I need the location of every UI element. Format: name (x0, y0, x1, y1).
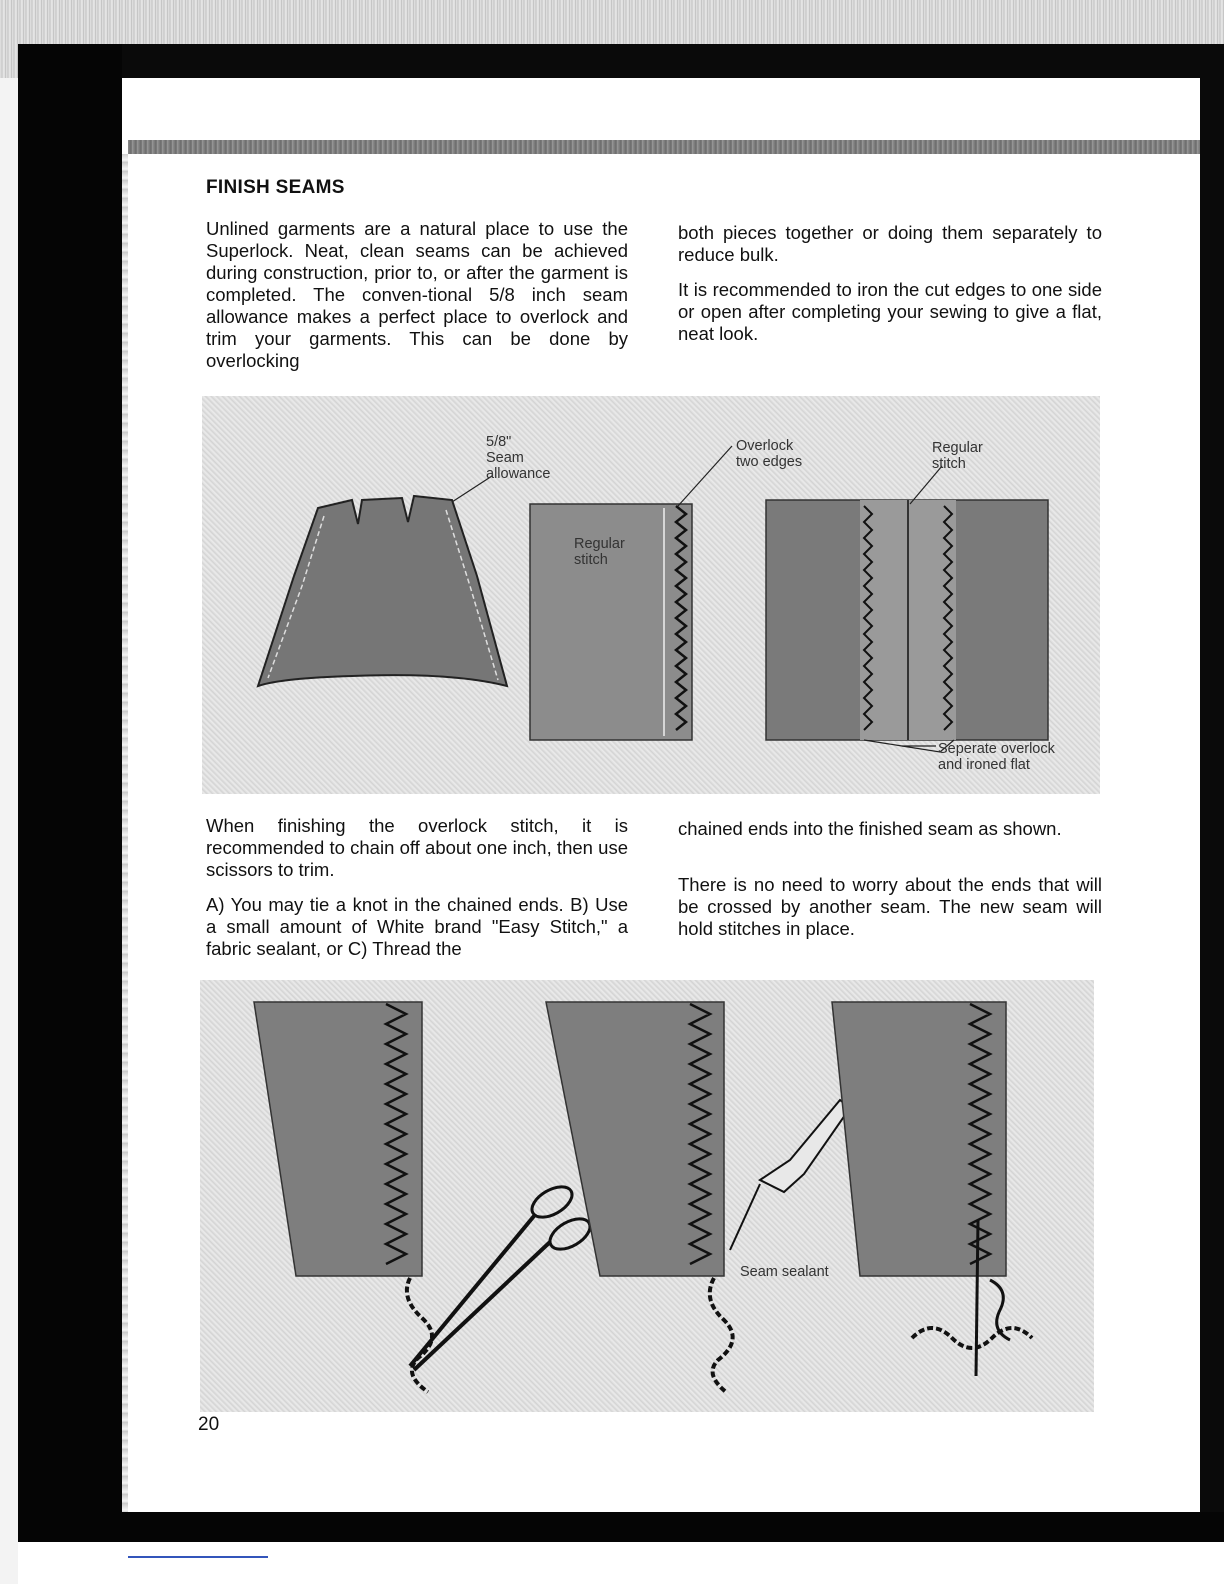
header-rule (128, 140, 1200, 154)
sealant-bottle-icon (730, 1100, 850, 1250)
label-regular-stitch-2: stitch (574, 552, 608, 568)
scan-left-shadow (18, 44, 122, 1540)
scan-left-margin (0, 0, 18, 1584)
label-overlock: Overlock (736, 438, 794, 454)
label-regular-b-1: Regular (932, 440, 983, 456)
middle-paragraph-right-1: chained ends into the finished seam as shown. (678, 818, 1062, 839)
label-seam-sealant: Seam sealant (740, 1264, 829, 1280)
finishing-ends-drawing (200, 980, 1094, 1412)
label-separate-overlock: Seperate overlock (938, 741, 1055, 757)
middle-paragraph-right-2: There is no need to worry about the ends that will be crossed by another seam. The new seam will hold stitches in place. (678, 874, 1102, 939)
scissors-icon (410, 1181, 595, 1370)
label-5-8: 5/8" (486, 434, 512, 450)
label-regular-stitch-1: Regular (574, 536, 625, 552)
chain-b (710, 1278, 733, 1392)
middle-paragraph-left-2: A) You may tie a knot in the chained ends. B) Use a small amount of White brand "Easy Stitch," a fabric sealant, or C) Thread the (206, 894, 628, 959)
scan-top-shadow (120, 44, 1224, 78)
label-regular-b-2: stitch (932, 456, 966, 472)
label-ironed-flat: and ironed flat (938, 757, 1030, 773)
page-edge (122, 154, 128, 1512)
skirt-panel (258, 496, 507, 686)
bottom-accent-line (128, 1556, 268, 1558)
page-number: 20 (198, 1414, 220, 1435)
intro-paragraph-right-2: It is recommended to iron the cut edges to one side or open after completing your sewing to give a flat, neat look. (678, 279, 1102, 344)
label-seam: Seam (486, 450, 524, 466)
section-heading: FINISH SEAMS (206, 177, 345, 198)
intro-paragraph-left: Unlined garments are a natural place to use the Superlock. Neat, clean seams can be achieved during construction, prior to, or after the garment is completed. The conven-tional 5/8 inch seam allowance makes a perfect place to overlock and trim your garments. This can be done by overlocking (206, 218, 628, 371)
seam-allowance-drawing (202, 396, 1100, 794)
chain-a (407, 1278, 432, 1392)
finishing-ends-illustration (200, 980, 1094, 1412)
intro-paragraph-right-1: both pieces together or doing them separately to reduce bulk. (678, 222, 1102, 265)
leader-overlock (678, 446, 732, 506)
label-two-edges: two edges (736, 454, 803, 470)
scan-right-shadow (1200, 44, 1224, 1542)
seam-allowance-illustration (202, 396, 1100, 794)
label-allowance: allowance (486, 466, 551, 482)
middle-paragraph-left-1: When finishing the overlock stitch, it is recommended to chain off about one inch, then use scissors to trim. (206, 815, 628, 880)
scan-bottom-shadow (18, 1512, 1224, 1542)
